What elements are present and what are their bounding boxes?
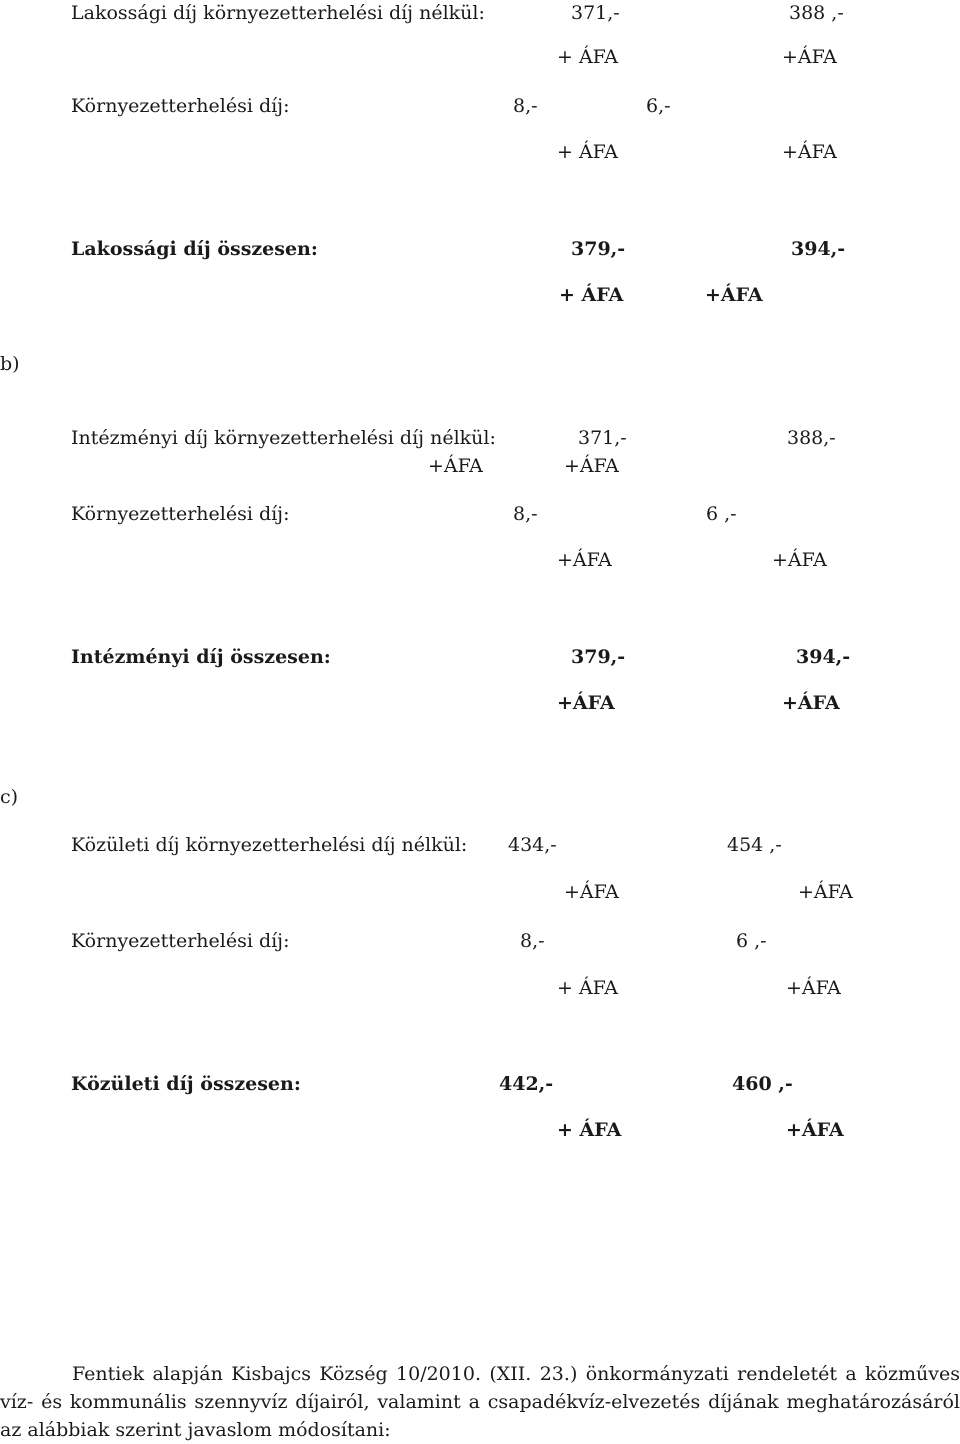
b-row2-afa1: +ÁFA (557, 549, 612, 571)
b-total-value2: 394,- (796, 646, 851, 668)
b-total-value1: 379,- (571, 646, 626, 668)
b-row2-afa2: +ÁFA (772, 549, 827, 571)
b-total-afa1: +ÁFA (557, 692, 615, 714)
b-row2-value1: 8,- (513, 503, 538, 525)
a-total-label: Lakossági díj összesen: (71, 238, 318, 260)
b-row1-label: Intézményi díj környezetterhelési díj nélkül: (71, 427, 496, 449)
a-row1-value2: 388 ,- (789, 2, 844, 24)
a-row2-value1: 8,- (513, 95, 538, 117)
c-row2-value1: 8,- (520, 930, 545, 952)
c-row1-afa2: +ÁFA (798, 881, 853, 903)
a-row1-value1: 371,- (571, 2, 620, 24)
c-row2-afa2: +ÁFA (786, 977, 841, 999)
c-row2-value2: 6 ,- (736, 930, 767, 952)
closing-paragraph (0, 1360, 960, 1444)
c-row2-afa1: + ÁFA (557, 977, 618, 999)
a-total-value1: 379,- (571, 238, 626, 260)
closing-paragraph-text: Fentiek alapján Kisbajcs Község 10/2010. (XII. 23.) önkormányzati rendeletét a közműves víz- és kommunális szennyvíz díjairól, valamint a csapadékvíz-elvezetés díjának meghatározásáról az alábbiak szerint javaslom módosítani: (0, 1363, 960, 1441)
b-total-afa2: +ÁFA (782, 692, 840, 714)
section-b-marker: b) (0, 353, 20, 375)
a-row1-label: Lakossági díj környezetterhelési díj nélkül: (71, 2, 485, 24)
a-total-value2: 394,- (791, 238, 846, 260)
a-row1-afa2: +ÁFA (782, 46, 837, 68)
a-total-afa1: + ÁFA (559, 284, 624, 306)
c-row1-label: Közületi díj környezetterhelési díj nélkül: (71, 834, 468, 856)
c-total-label: Közületi díj összesen: (71, 1073, 301, 1095)
a-row2-label: Környezetterhelési díj: (71, 95, 290, 117)
c-total-afa2: +ÁFA (786, 1119, 844, 1141)
a-row1-afa1: + ÁFA (557, 46, 618, 68)
a-row2-afa2: +ÁFA (782, 141, 837, 163)
a-total-afa2: +ÁFA (705, 284, 763, 306)
a-row2-afa1: + ÁFA (557, 141, 618, 163)
b-row1-afa1: +ÁFA (428, 455, 483, 477)
c-row1-afa1: +ÁFA (564, 881, 619, 903)
b-row1-value2: 388,- (787, 427, 836, 449)
a-row2-value2: 6,- (646, 95, 671, 117)
c-total-value2: 460 ,- (732, 1073, 793, 1095)
c-total-value1: 442,- (499, 1073, 554, 1095)
b-row2-value2: 6 ,- (706, 503, 737, 525)
c-row1-value1: 434,- (508, 834, 557, 856)
b-row1-afa2: +ÁFA (564, 455, 619, 477)
b-row2-label: Környezetterhelési díj: (71, 503, 290, 525)
b-row1-value1: 371,- (578, 427, 627, 449)
c-row1-value2: 454 ,- (727, 834, 782, 856)
c-row2-label: Környezetterhelési díj: (71, 930, 290, 952)
section-c-marker: c) (0, 786, 19, 808)
b-total-label: Intézményi díj összesen: (71, 646, 331, 668)
c-total-afa1: + ÁFA (557, 1119, 622, 1141)
